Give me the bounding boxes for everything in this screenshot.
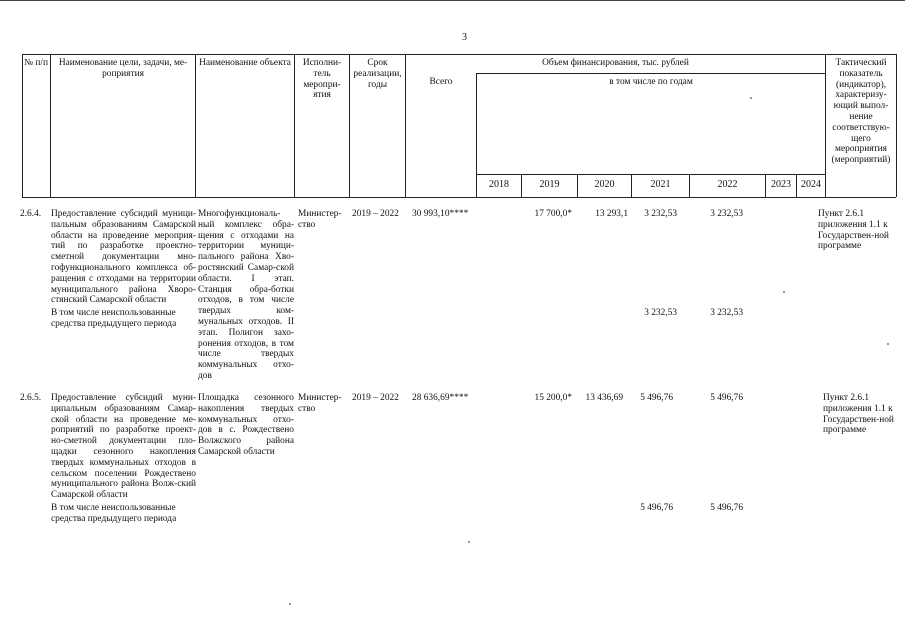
row-object: Площадка сезонного накопления твердых коммунальных отхо-дов в с. Рождествено Волжского района Самарской области bbox=[198, 393, 294, 457]
header-object: Наименование объекта bbox=[199, 58, 291, 68]
header-executor: Исполни-тель меропри-ятия bbox=[302, 58, 342, 101]
header-total: Всего bbox=[429, 77, 453, 87]
year-2020: 2020 bbox=[594, 179, 615, 190]
year-2018: 2018 bbox=[489, 179, 509, 190]
row-goal-sub: В том числе неиспользованные средства предыдущего периода bbox=[51, 308, 177, 329]
row-2022: 5 496,76 bbox=[710, 393, 743, 403]
row-executor: Министер-ство bbox=[298, 393, 342, 414]
row-goal: Предоставление субсидий муници-пальным образованиям Самарской области на проведение мероприя-тий по разработке проектно-сметной документации мно-гофункционального комплекса об-ращения с отходами на территории муниципального района Хворо-стянский Самарской области bbox=[51, 209, 196, 306]
row-sub-2022: 3 232,53 bbox=[710, 308, 743, 318]
header-num: № п/п bbox=[24, 58, 48, 68]
year-2019: 2019 bbox=[539, 179, 560, 190]
header-term: Срок реализации, годы bbox=[353, 58, 402, 90]
row-sub-2022: 5 496,76 bbox=[710, 503, 743, 513]
row-indicator: Пункт 2.6.1 приложения 1.1 к Государствен-ной программе bbox=[823, 393, 894, 436]
header-financing: Объем финансирования, тыс. рублей bbox=[542, 58, 689, 68]
row-executor: Министер-ство bbox=[298, 209, 342, 230]
row-term: 2019 – 2022 bbox=[352, 209, 399, 219]
row-2020: 13 436,69 bbox=[585, 393, 623, 403]
row-goal-sub: В том числе неиспользованные средства предыдущего периода bbox=[51, 503, 177, 524]
header-by-years: в том числе по годам bbox=[609, 77, 693, 87]
row-sub-2021: 3 232,53 bbox=[644, 308, 677, 318]
row-total: 28 636,69**** bbox=[412, 393, 469, 403]
header-indicator: Тактический показатель (индикатор), характеризу-ющий выпол-нение соответствую-щего мероприятия (мероприятий) bbox=[831, 58, 891, 166]
row-2021: 3 232,53 bbox=[644, 209, 677, 219]
row-num: 2.6.4. bbox=[20, 209, 42, 219]
row-num: 2.6.5. bbox=[20, 393, 42, 403]
scan-speck bbox=[887, 343, 889, 345]
year-2024: 2024 bbox=[801, 179, 821, 190]
scan-speck bbox=[468, 541, 470, 543]
scan-speck bbox=[750, 97, 752, 99]
row-indicator: Пункт 2.6.1 приложения 1.1 к Государствен-ной программе bbox=[818, 209, 889, 252]
year-2021: 2021 bbox=[650, 179, 671, 190]
page-number: 3 bbox=[462, 32, 467, 43]
scan-speck bbox=[289, 603, 291, 605]
header-goal: Наименование цели, задачи, ме-роприятия bbox=[58, 58, 188, 79]
row-2021: 5 496,76 bbox=[640, 393, 673, 403]
year-2023: 2023 bbox=[771, 179, 791, 190]
page-top-border bbox=[0, 0, 905, 1]
row-2020: 13 293,1 bbox=[595, 209, 628, 219]
row-sub-2021: 5 496,76 bbox=[640, 503, 673, 513]
row-goal: Предоставление субсидий муни-ципальным образованиям Самар-ской области на проведение ме-роприятий по разработке проект-но-сметной документации пло-щадки сезонного накопления твердых коммунальных отходов в сельском поселении Рождествено муниципального района Волж-ский Самарской области bbox=[51, 393, 196, 501]
row-object: Многофункциональ-ный комплекс обра-щения с отходами на территории муници-пального района Хво-ростянский Самар-ской области. I этап. Станция обра-ботки отходов, в том числе твердых ком-мунальных отходов. II этап. Полигон захо-ронения отходов, в том числе твердых коммунальных отхо-дов bbox=[198, 209, 294, 381]
row-2019: 17 700,0* bbox=[534, 209, 572, 219]
scan-speck bbox=[783, 291, 785, 293]
row-2022: 3 232,53 bbox=[710, 209, 743, 219]
row-2019: 15 200,0* bbox=[534, 393, 572, 403]
year-2022: 2022 bbox=[717, 179, 738, 190]
row-term: 2019 – 2022 bbox=[352, 393, 399, 403]
row-total: 30 993,10**** bbox=[412, 209, 469, 219]
